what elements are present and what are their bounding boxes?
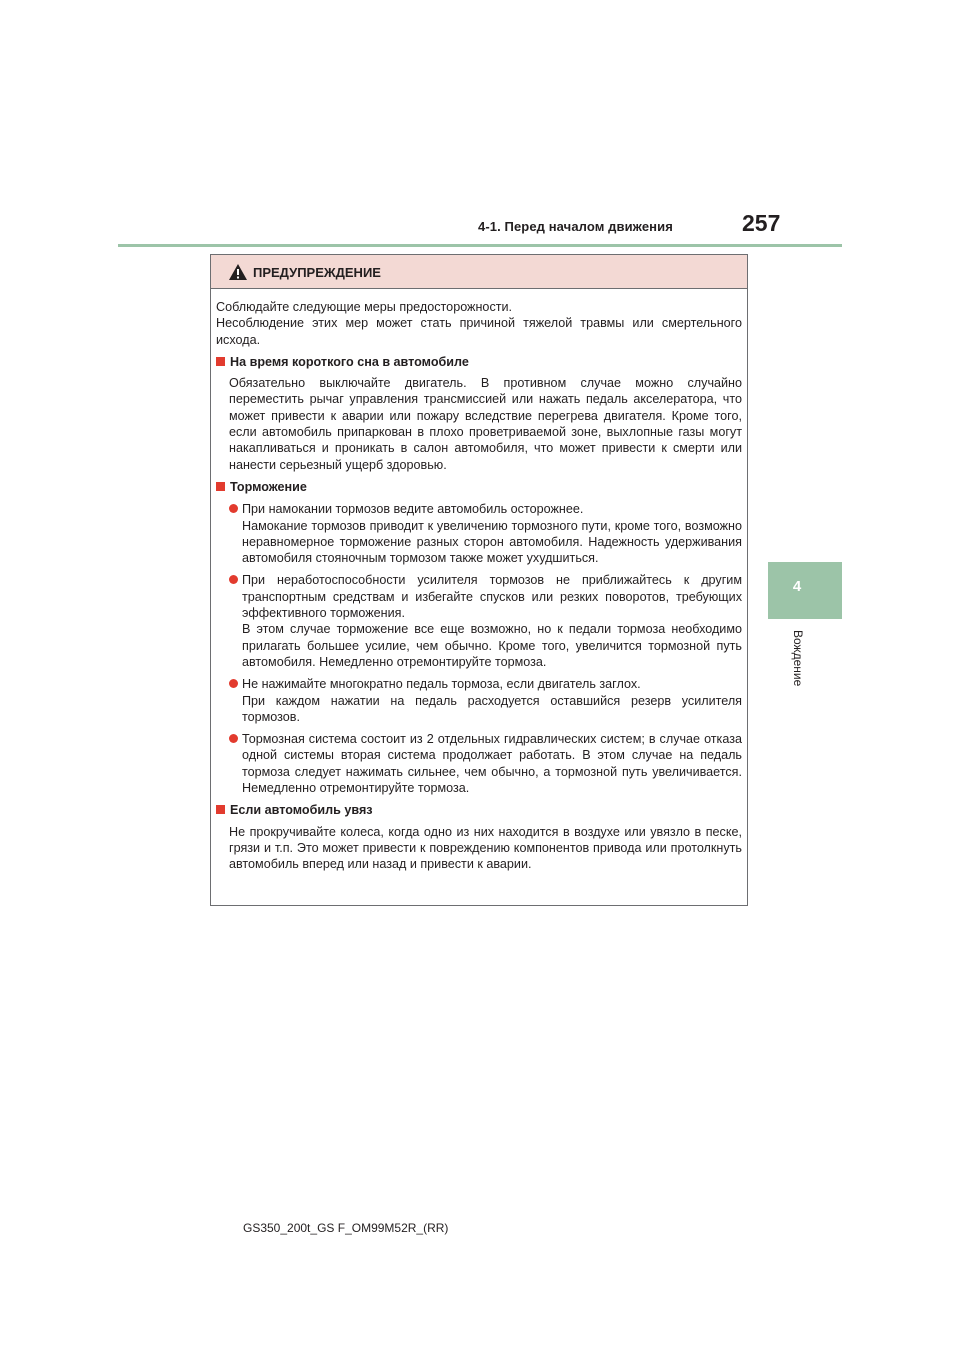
warning-intro-consequence: Несоблюдение этих мер может стать причиной тяжелой травмы или смертельного исхода.: [216, 316, 742, 347]
chapter-label: Вождение: [791, 630, 805, 687]
red-dot-bullet-icon: [229, 679, 238, 688]
red-dot-bullet-icon: [229, 575, 238, 584]
red-dot-bullet-icon: [229, 504, 238, 513]
red-square-bullet-icon: [216, 482, 225, 491]
warning-header: [211, 255, 747, 289]
red-square-bullet-icon: [216, 805, 225, 814]
list-item: Не нажимайте многократно педаль тормоза, если двигатель заглох. При каждом нажатии на педаль расходуется оставшийся резерв усилителя тормозов.: [216, 676, 742, 725]
header-rule: [118, 244, 842, 247]
list-item: При неработоспособности усилителя тормозов не приближайтесь к другим транспортным средствам и избегайте спусков или резких поворотов, требующих эффективного торможения. В этом случае торможение все еще возможно, но к педали тормоза необходимо прилагать большее усилие, чем обычно. Кроме того, увеличится тормозной путь автомобиля. Немедленно отремонтируйте тормоза.: [216, 572, 742, 670]
section-text-stuck: Не прокручивайте колеса, когда одно из них находится в воздухе или увязло в песке, грязи и т.п. Это может привести к повреждению компонентов привода или протолкнуть автомобиль вперед или назад и привести к аварии.: [229, 824, 742, 872]
list-item: При намокании тормозов ведите автомобиль осторожнее. Намокание тормозов приводит к увеличению тормозного пути, кроме того, возможно неравномерное торможение разных сторон автомобиля. Надежность удерживания автомобиля стояночным тормозом также может ухудшиться.: [216, 501, 742, 566]
list-item: Тормозная система состоит из 2 отдельных гидравлических систем; в случае отказа одной системы вторая система продолжает работать. В этом случае на педаль тормоза следует нажимать сильнее, чем обычно, а тормозной путь увеличивается. Немедленно отремонтируйте тормоза.: [216, 731, 742, 796]
section-heading-nap: На время короткого сна в автомобиле: [216, 354, 742, 370]
page-number: 257: [742, 210, 781, 236]
warning-triangle-icon: [228, 263, 248, 281]
warning-title: ПРЕДУПРЕЖДЕНИЕ: [253, 265, 381, 280]
red-square-bullet-icon: [216, 357, 225, 366]
section-heading-stuck: Если автомобиль увяз: [216, 802, 742, 818]
warning-body: [211, 289, 747, 873]
warning-box: [210, 254, 748, 906]
chapter-number: 4: [792, 578, 802, 595]
warning-intro: Соблюдайте следующие меры предосторожности.: [216, 300, 513, 314]
red-dot-bullet-icon: [229, 734, 238, 743]
footer-model-code: GS350_200t_GS F_OM99M52R_(RR): [243, 1221, 449, 1235]
section-heading-braking: Торможение: [216, 479, 742, 495]
section-text-nap: Обязательно выключайте двигатель. В противном случае можно случайно переместить рычаг управления трансмиссией или нажать педаль акселератора, что может привести к аварии или пожару вследствие перегрева двигателя. Кроме того, если автомобиль припаркован в плохо проветриваемой зоне, выхлопные газы могут накапливаться и проникать в салон автомобиля, что может привести к смерти или нанести серьезный ущерб здоровью.: [229, 376, 742, 472]
header-section-title: 4-1. Перед началом движения: [478, 219, 673, 234]
